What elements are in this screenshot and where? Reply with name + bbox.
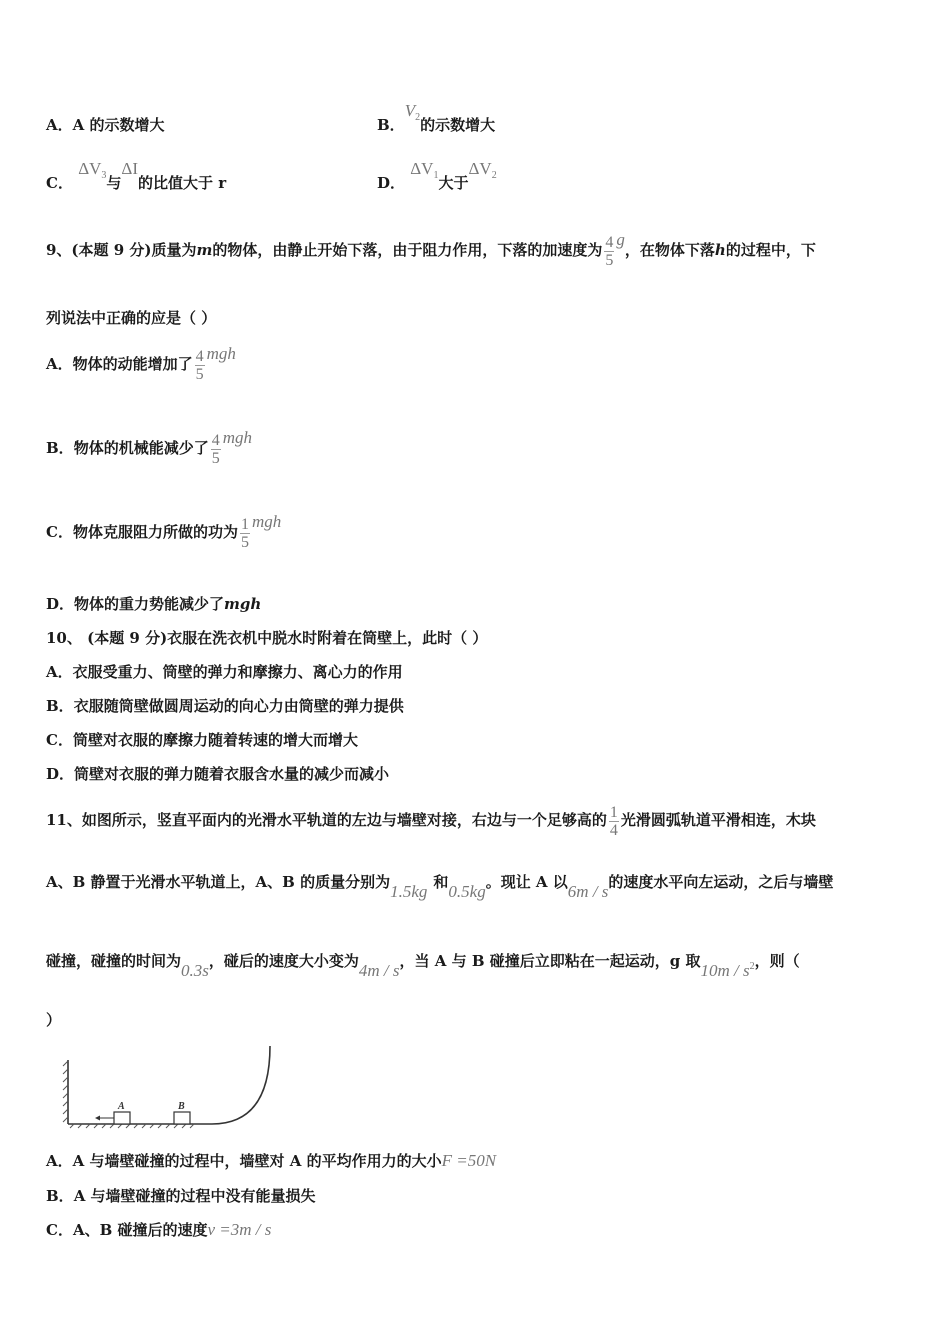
fraction: $\frac{4}{5}$: [211, 431, 220, 467]
block-a: [114, 1112, 130, 1124]
q11-option-a: A．A 与墙壁碰撞的过程中，墙壁对 A 的平均作用力的大小F =50N: [46, 1151, 497, 1170]
q10-option-d: D．筒壁对衣服的弹力随着衣服含水量的减少而减小: [46, 765, 390, 783]
option-letter: D．: [377, 174, 406, 192]
q9-option-c: C．物体克服阻力所做的功为 $\frac{1}{5}$ mgh: [46, 512, 282, 551]
q8-option-a: [46, 115, 165, 135]
q10-stem: 10、 (本题 9 分)衣服在洗衣机中脱水时附着在筒壁上，此时（ ）: [46, 629, 488, 647]
q8-option-b: [377, 101, 496, 142]
fraction: $\frac{4}{5}$: [195, 347, 204, 383]
q11-stem-line3: 碰撞，碰撞的时间为0.3s，碰后的速度大小变为4m / s，当 A 与 B 碰撞后立即粘在一起运动，g 取$10m / s^2$，则（: [46, 952, 800, 980]
block-b-label: B: [178, 1101, 185, 1112]
q8-option-c: C． $\Delta V_3$与ΔI的比值大于 r: [46, 159, 227, 192]
track: [68, 1046, 270, 1124]
math-delta-v1: $\Delta V_1$: [410, 159, 439, 181]
arrow-head-icon: [95, 1116, 100, 1121]
option-letter: C．: [46, 174, 73, 192]
option-text: A 的示数增大: [72, 116, 165, 134]
q10-option-a: A．衣服受重力、筒壁的弹力和摩擦力、离心力的作用: [46, 663, 403, 681]
q11-stem: 11、如图所示，竖直平面内的光滑水平轨道的左边与墙壁对接，右边与一个足够高的 $\frac{1}{4}$ 光滑圆弧轨道平滑相连，木块: [46, 803, 816, 839]
q9-stem-line2: 列说法中正确的应是（ ）: [46, 309, 217, 327]
q9-option-d: D．物体的重力势能减少了mgh: [46, 595, 262, 613]
option-text: 的比值大于 r: [138, 174, 227, 192]
fraction-4-5: $\frac{4}{5}$: [605, 233, 614, 269]
math-delta-v2: $\Delta V_2$: [468, 159, 497, 181]
option-letter: B．: [377, 116, 405, 134]
q9-option-a: A．物体的动能增加了 $\frac{4}{5}$ mgh: [46, 344, 236, 383]
option-letter: A．: [46, 116, 73, 134]
track-figure: [62, 1040, 282, 1130]
block-a-label: A: [118, 1101, 125, 1112]
q9-option-b: B．物体的机械能减少了 $\frac{4}{5}$ mgh: [46, 428, 252, 467]
q11-option-c: C．A、B 碰撞后的速度v =3m / s: [46, 1220, 272, 1239]
block-b: [174, 1112, 190, 1124]
fraction: $\frac{1}{5}$: [240, 515, 249, 551]
math-delta-v3: $\Delta V_3$: [78, 159, 107, 181]
q9-stem: 9、(本题 9 分)质量为m的物体，由静止开始下落，由于阻力作用，下落的加速度为 $\frac{4}{5}$ g，在物体下落h的过程中，下: [46, 230, 816, 269]
q11-option-b: B．A 与墙壁碰撞的过程中没有能量损失: [46, 1187, 316, 1205]
option-text: 的示数增大: [420, 116, 496, 134]
q8-option-d: D． $\Delta V_1$大于$\Delta V_2$: [377, 159, 497, 192]
q11-stem-line2: A、B 静置于光滑水平轨道上，A、B 的质量分别为1.5kg 和0.5kg。现让 A 以6m / s的速度水平向左运动，之后与墙壁: [46, 873, 834, 901]
q10-option-c: C．筒壁对衣服的摩擦力随着转速的增大而增大: [46, 731, 358, 749]
math-delta-i: ΔI: [121, 159, 139, 178]
q10-option-b: B．衣服随筒壁做圆周运动的向心力由筒壁的弹力提供: [46, 697, 404, 715]
q11-stem-line4: ）: [46, 1011, 62, 1029]
math-v2: $V_2$: [404, 101, 421, 123]
fraction-1-4: $\frac{1}{4}$: [609, 803, 618, 839]
